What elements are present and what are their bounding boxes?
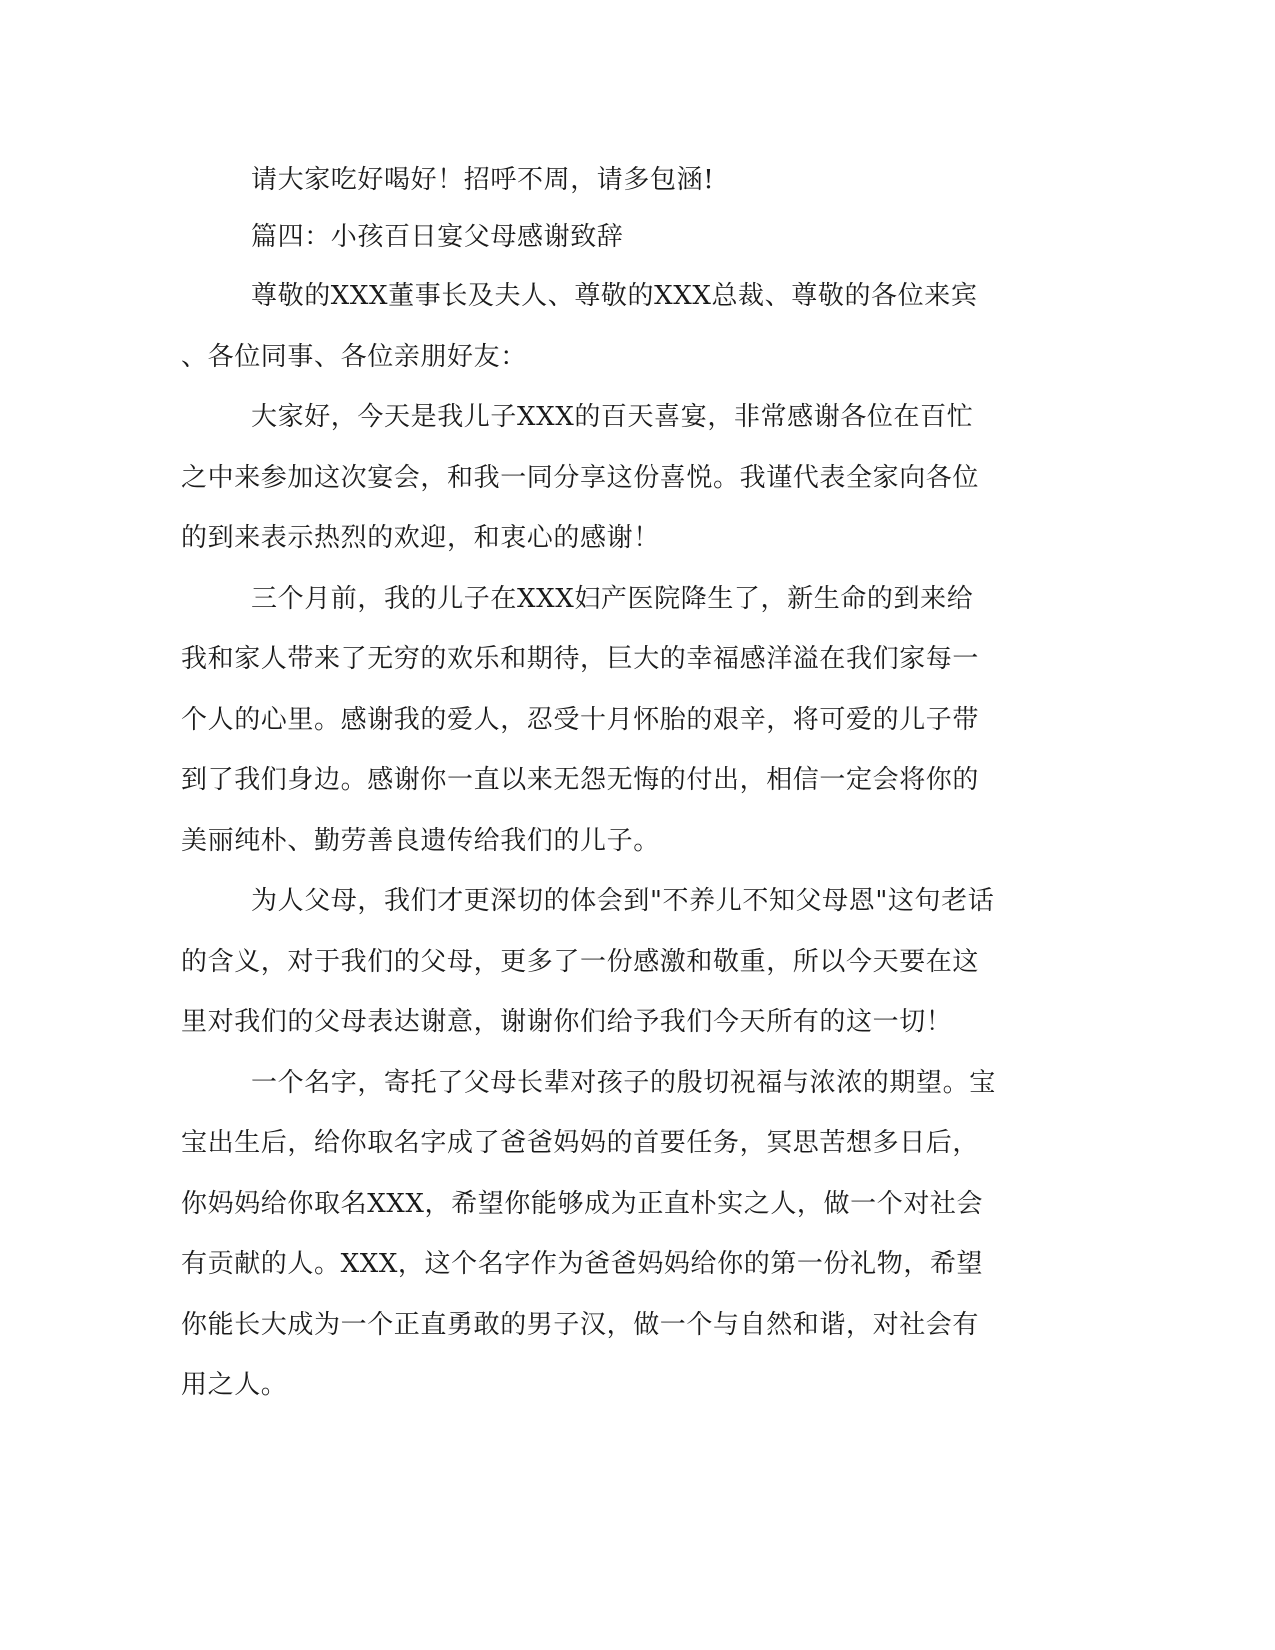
paragraph-4-line-2: 宝出生后，给你取名字成了爸爸妈妈的首要任务，冥思苦想多日后， — [181, 1128, 980, 1158]
paragraph-2-line-1: 三个月前，我的儿子在XXX妇产医院降生了，新生命的到来给 — [251, 583, 974, 614]
section-heading: 篇四：小孩百日宴父母感谢致辞 — [251, 222, 624, 252]
paragraph-2-line-3: 个人的心里。感谢我的爱人，忍受十月怀胎的艰辛，将可爱的儿子带 — [181, 704, 980, 735]
paragraph-3-line-1: 为人父母，我们才更深切的体会到"不养儿不知父母恩"这句老话 — [251, 886, 995, 916]
paragraph-4-line-4: 有贡献的人。XXX，这个名字作为爸爸妈妈给你的第一份礼物，希望 — [181, 1249, 984, 1279]
paragraph-1-line-2: 之中来参加这次宴会，和我一同分享这份喜悦。我谨代表全家向各位 — [181, 462, 980, 493]
paragraph-3-line-3: 里对我们的父母表达谢意，谢谢你们给予我们今天所有的这一切！ — [181, 1007, 953, 1037]
paragraph-1-line-3: 的到来表示热烈的欢迎，和衷心的感谢！ — [181, 523, 660, 553]
paragraph-2-line-5: 美丽纯朴、勤劳善良遗传给我们的儿子。 — [181, 825, 660, 856]
paragraph-3-line-2: 的含义，对于我们的父母，更多了一份感激和敬重，所以今天要在这 — [181, 946, 980, 977]
salutation-line-1: 尊敬的XXX董事长及夫人、尊敬的XXX总裁、尊敬的各位来宾 — [251, 281, 978, 311]
salutation-line-2: 、各位同事、各位亲朋好友： — [181, 341, 527, 372]
paragraph-2-line-2: 我和家人带来了无穷的欢乐和期待，巨大的幸福感洋溢在我们家每一 — [181, 644, 980, 674]
paragraph-2-line-4: 到了我们身边。感谢你一直以来无怨无悔的付出，相信一定会将你的 — [181, 765, 980, 795]
document-body — [181, 152, 1041, 1416]
paragraph-4-line-3: 你妈妈给你取名XXX，希望你能够成为正直朴实之人，做一个对社会 — [181, 1188, 984, 1219]
closing-line: 请大家吃好喝好！招呼不周，请多包涵! — [251, 165, 715, 195]
paragraph-4-line-6: 用之人。 — [181, 1370, 288, 1400]
paragraph-1-line-1: 大家好，今天是我儿子XXX的百天喜宴，非常感谢各位在百忙 — [251, 402, 974, 432]
paragraph-4-line-5: 你能长大成为一个正直勇敢的男子汉，做一个与自然和谐，对社会有 — [181, 1309, 980, 1340]
paragraph-4-line-1: 一个名字，寄托了父母长辈对孩子的殷切祝福与浓浓的期望。宝 — [251, 1067, 996, 1098]
